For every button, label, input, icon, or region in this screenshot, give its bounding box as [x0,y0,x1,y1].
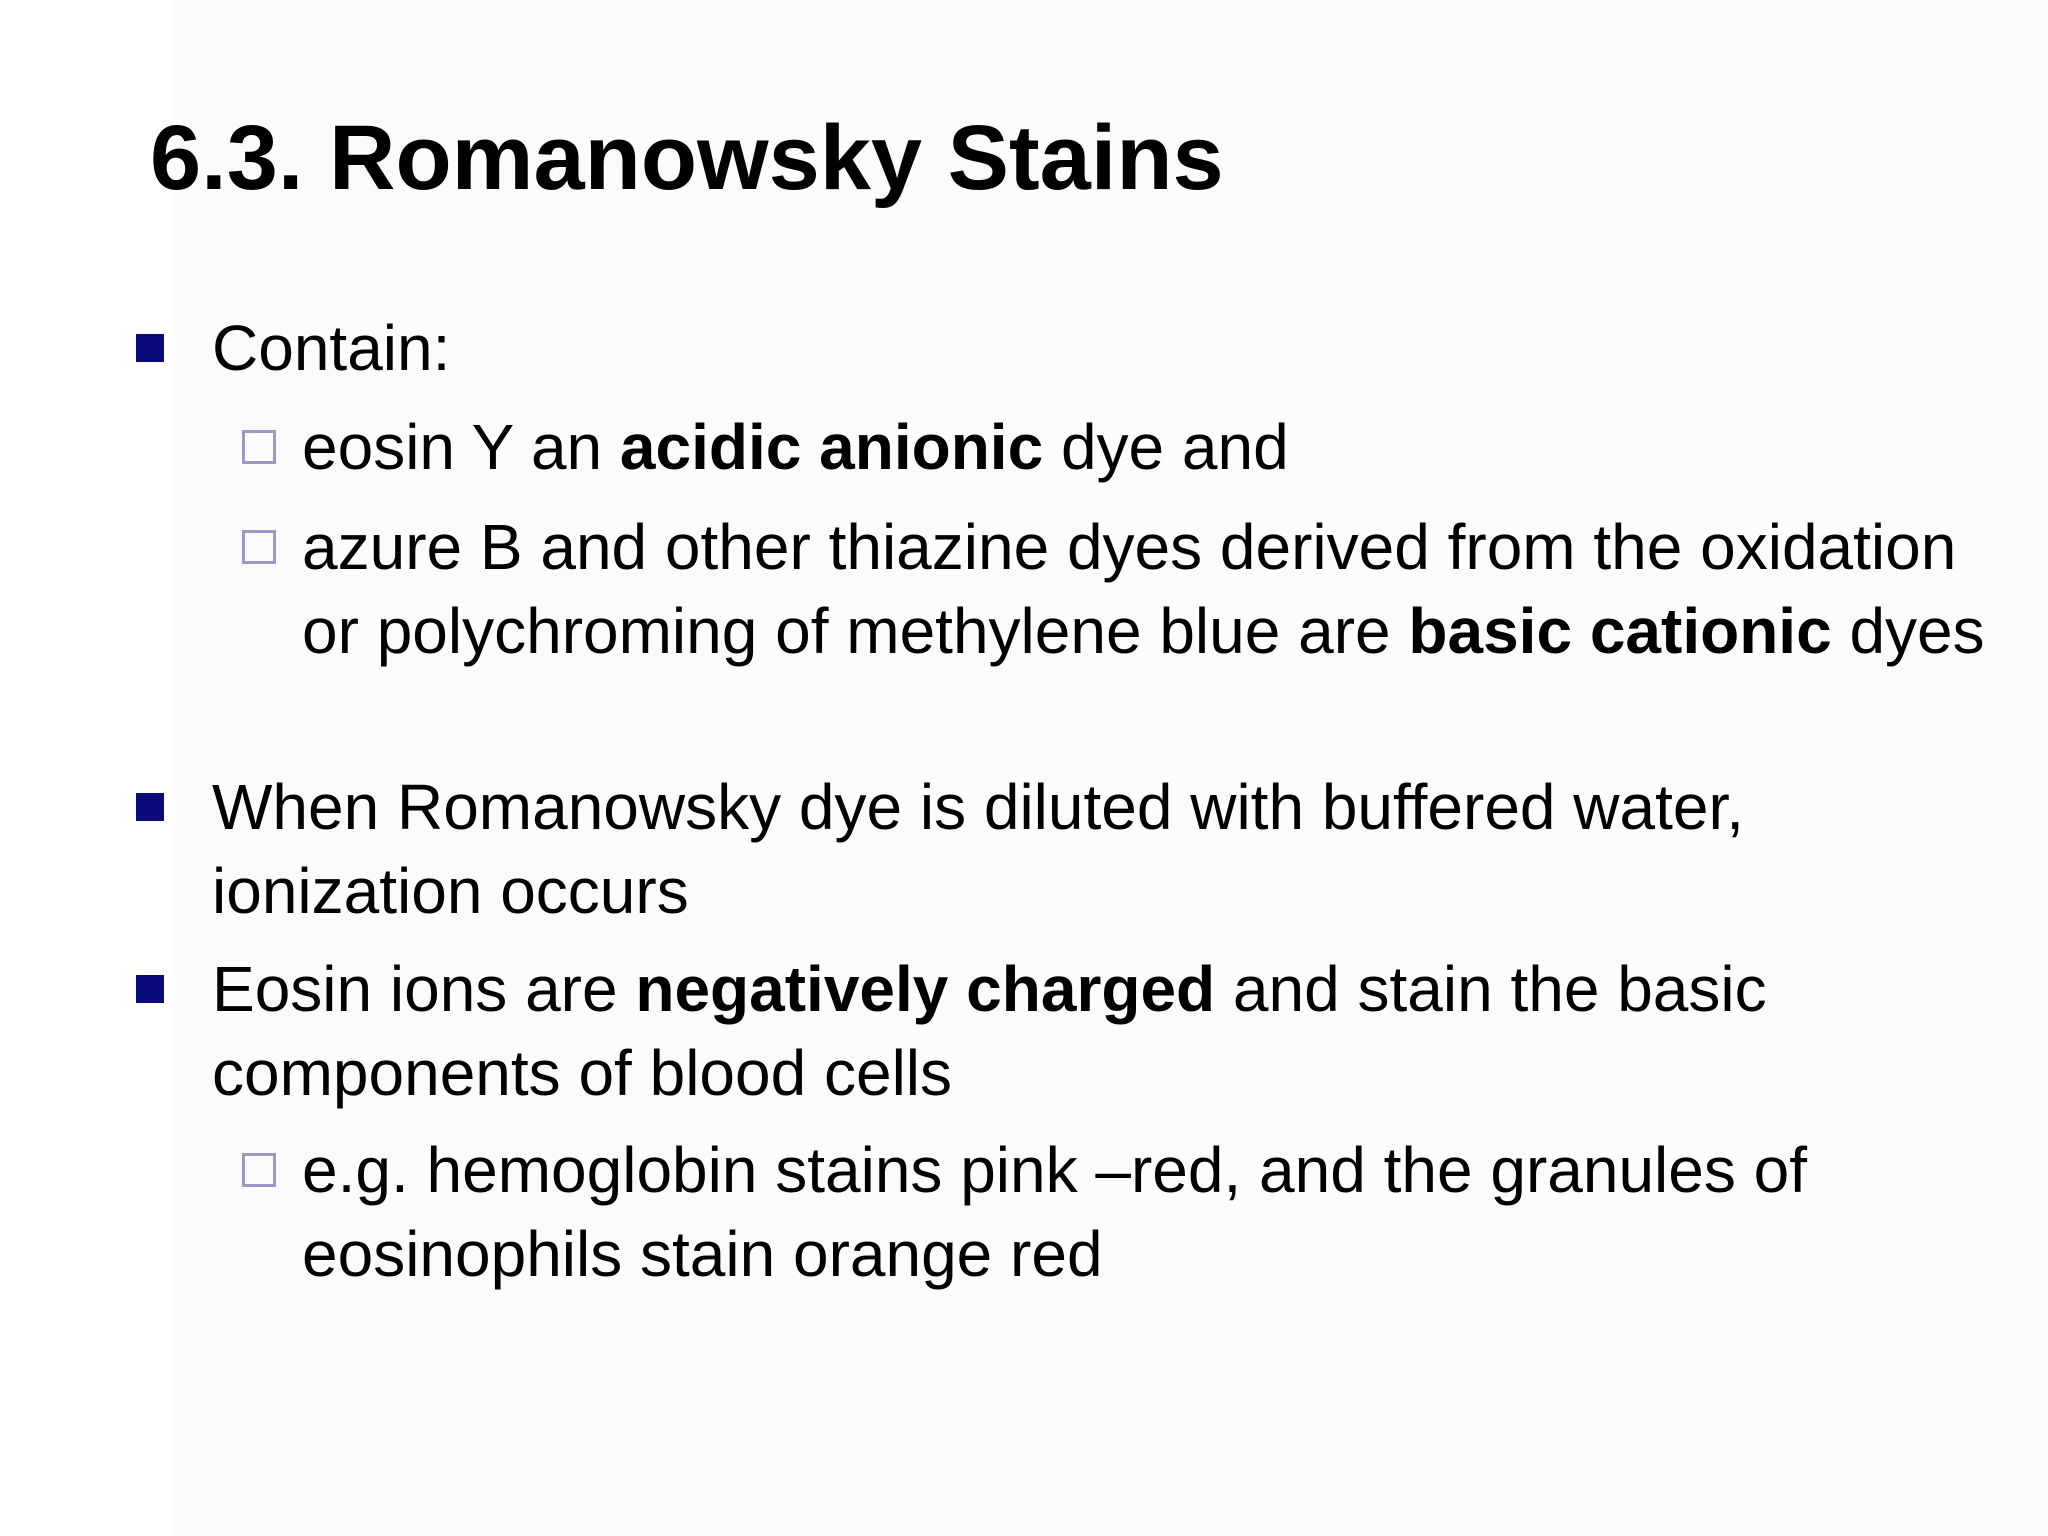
bullet-contain [212,306,1992,390]
hollow-square-bullet-icon [242,530,276,564]
bullet-text-post: and stain the basic components of blood cells [212,953,1767,1109]
sub-bullet-example [302,1128,1992,1296]
bullet-text: Contain: [212,312,451,384]
bullet-diluted [212,765,1992,933]
filled-square-bullet-icon [136,334,164,362]
sub-bullet-azure [302,505,1992,673]
slide-title: 6.3. Romanowsky Stains [150,107,1224,209]
filled-square-bullet-icon [136,975,164,1003]
bullet-text-pre: Eosin ions are [212,953,636,1025]
bullet-text-pre: eosin Y an [302,411,620,483]
hollow-square-bullet-icon [242,430,276,464]
bullet-text: e.g. hemoglobin stains pink –red, and the granules of eosinophils stain orange red [302,1134,1807,1290]
hollow-square-bullet-icon [242,1153,276,1187]
bullet-text-bold: negatively charged [635,953,1216,1025]
bullet-text-bold: acidic anionic [619,411,1044,483]
bullet-text-post: dyes [1831,595,1985,667]
bullet-text: When Romanowsky dye is diluted with buffered water, ionization occurs [212,771,1745,927]
bullet-text-pre: azure B and other thiazine dyes derived from the oxidation or polychroming of methylene blue are [302,511,1957,667]
bullet-text-post: dye and [1043,411,1289,483]
sub-bullet-eosin [302,405,1992,489]
filled-square-bullet-icon [136,793,164,821]
bullet-eosin-ions [212,947,1992,1115]
bullet-text-bold: basic cationic [1408,595,1832,667]
